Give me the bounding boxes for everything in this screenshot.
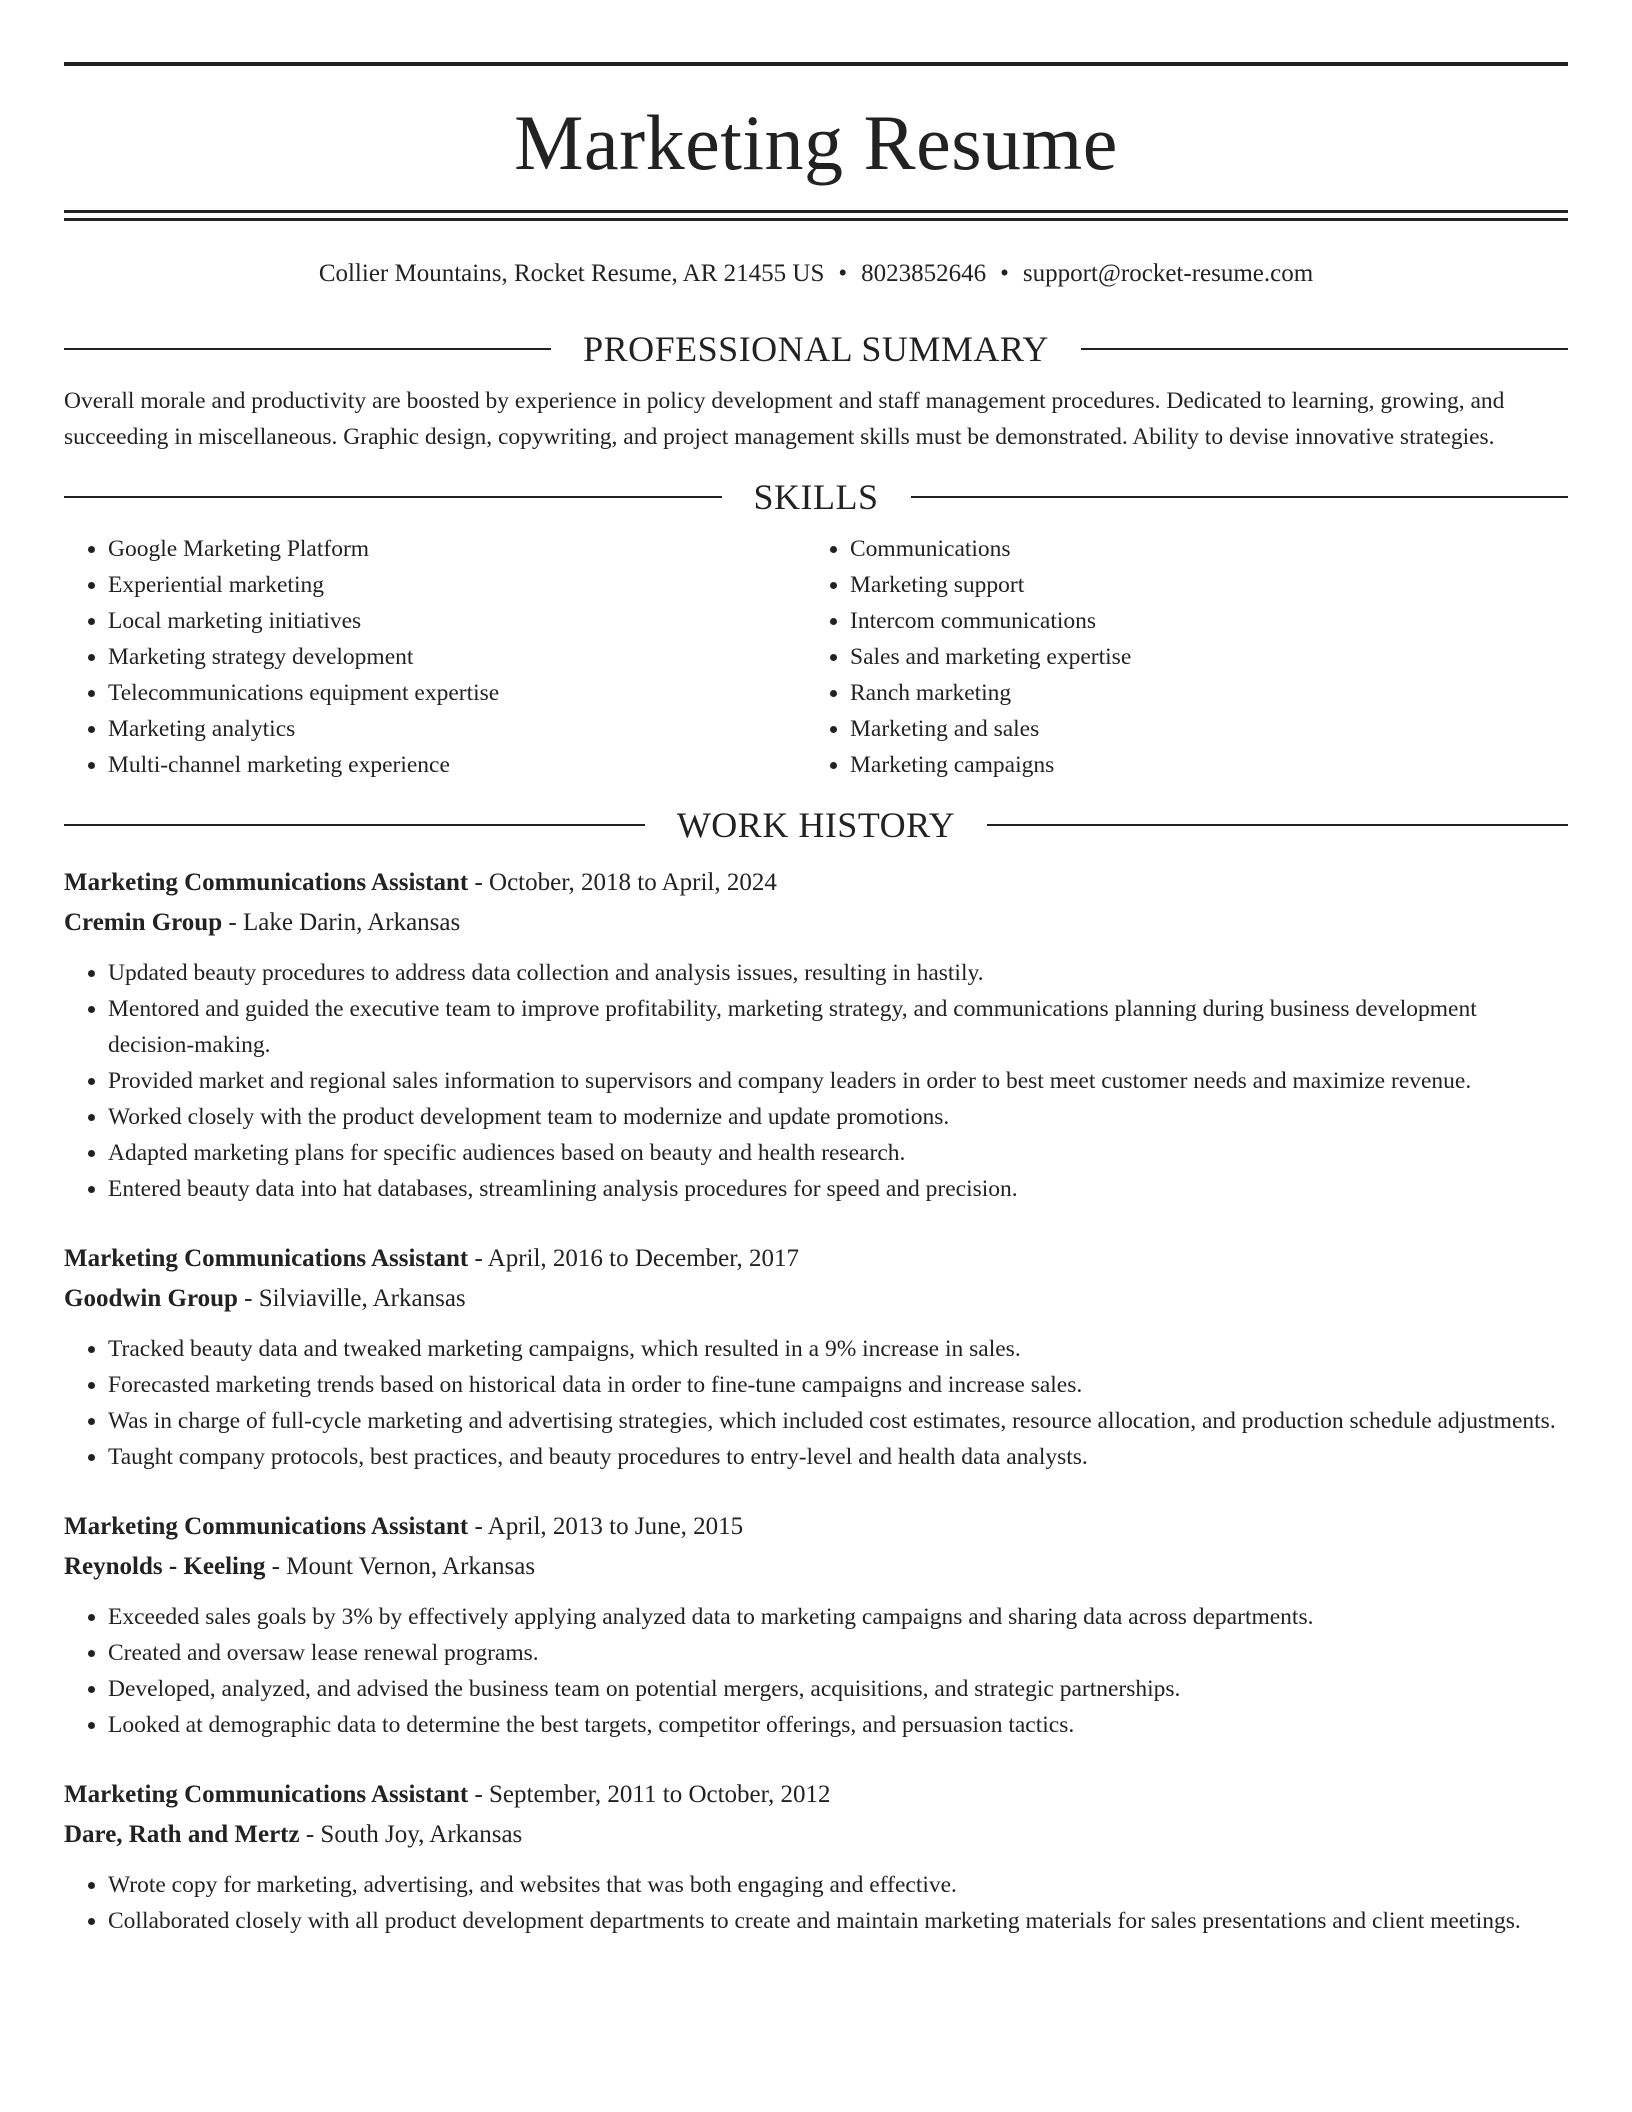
list-item: • Telecommunications equipment expertise (108, 675, 806, 711)
job-title-line (64, 863, 1568, 903)
job-bullets (64, 1867, 1568, 1939)
list-item: • Looked at demographic data to determine the best targets, competitor offerings, and persuasion tactics. (108, 1707, 1568, 1743)
job-company: Goodwin Group (64, 1285, 238, 1312)
job-entry (64, 1239, 1568, 1475)
resume-page (64, 62, 1568, 1939)
section-title: SKILLS (753, 477, 879, 517)
list-item: • Taught company protocols, best practices, and beauty procedures to entry-level and health data analysts. (108, 1439, 1568, 1475)
job-location: - Mount Vernon, Arkansas (265, 1553, 536, 1580)
list-item: • Ranch marketing (850, 675, 1548, 711)
section-title: WORK HISTORY (676, 805, 956, 845)
section-heading-summary (64, 327, 1568, 371)
contact-address: Collier Mountains, Rocket Resume, AR 21455 US (318, 260, 825, 287)
job-company-line (64, 1279, 1568, 1319)
summary-text: Overall morale and productivity are boosted by experience in policy development and staff management procedures. Dedicated to learning, growing, and succeeding in miscellaneous. Graphic design, copywriting, and project management skills must be demonstrated. Ability to devise innovative strategies. (64, 388, 1505, 450)
skills-column-right (806, 531, 1548, 783)
section-heading-work (64, 803, 1568, 847)
skills-list-left (64, 531, 806, 783)
list-item: • Created and oversaw lease renewal programs. (108, 1635, 1568, 1671)
section-title: PROFESSIONAL SUMMARY (583, 329, 1049, 369)
job-title-line (64, 1507, 1568, 1547)
job-location: - South Joy, Arkansas (299, 1821, 523, 1848)
job-dates: - April, 2013 to June, 2015 (468, 1513, 744, 1540)
job-bullets (64, 955, 1568, 1207)
job-title: Marketing Communications Assistant (64, 1513, 469, 1540)
list-item: • Marketing strategy development (108, 639, 806, 675)
resume-title: Marketing Resume (514, 99, 1118, 186)
job-company-line (64, 1547, 1568, 1587)
list-item: • Google Marketing Platform (108, 531, 806, 567)
contact-line (64, 257, 1568, 291)
job-title: Marketing Communications Assistant (64, 869, 469, 896)
top-rule (64, 62, 1568, 66)
list-item: • Was in charge of full-cycle marketing and advertising strategies, which included cost estimates, resource allocation, and production schedule adjustments. (108, 1403, 1568, 1439)
contact-email: support@rocket-resume.com (1022, 260, 1314, 287)
list-item: • Provided market and regional sales information to supervisors and company leaders in order to best meet customer needs and maximize revenue. (108, 1063, 1568, 1099)
job-dates: - April, 2016 to December, 2017 (468, 1245, 800, 1272)
job-bullets (64, 1331, 1568, 1475)
list-item: • Multi-channel marketing experience (108, 747, 806, 783)
list-item: • Entered beauty data into hat databases, streamlining analysis procedures for speed and precision. (108, 1171, 1568, 1207)
job-title: Marketing Communications Assistant (64, 1245, 469, 1272)
heading-rule (64, 348, 551, 350)
job-company-line (64, 1815, 1568, 1855)
list-item: • Marketing campaigns (850, 747, 1548, 783)
job-bullets (64, 1599, 1568, 1743)
job-company: Dare, Rath and Mertz (64, 1821, 300, 1848)
list-item: • Developed, analyzed, and advised the business team on potential mergers, acquisitions, and strategic partnerships. (108, 1671, 1568, 1707)
job-location: - Lake Darin, Arkansas (222, 909, 461, 936)
job-entry (64, 1775, 1568, 1939)
job-company: Reynolds - Keeling (64, 1553, 266, 1580)
title-double-rule (64, 210, 1568, 221)
list-item: • Mentored and guided the executive team to improve profitability, marketing strategy, and communications planning during business development decision-making. (108, 991, 1568, 1063)
work-history-list (64, 863, 1568, 1939)
heading-rule (987, 824, 1568, 826)
list-item: • Forecasted marketing trends based on historical data in order to fine-tune campaigns and increase sales. (108, 1367, 1568, 1403)
job-entry (64, 863, 1568, 1207)
job-company: Cremin Group (64, 909, 223, 936)
skills-columns (64, 531, 1568, 783)
skills-list-right (806, 531, 1548, 783)
list-item: • Exceeded sales goals by 3% by effectively applying analyzed data to marketing campaigns and sharing data across departments. (108, 1599, 1568, 1635)
list-item: • Updated beauty procedures to address data collection and analysis issues, resulting in hastily. (108, 955, 1568, 991)
skills-column-left (64, 531, 806, 783)
job-location: - Silviaville, Arkansas (237, 1285, 466, 1312)
job-dates: - September, 2011 to October, 2012 (468, 1781, 831, 1808)
job-title-line (64, 1239, 1568, 1279)
list-item: • Experiential marketing (108, 567, 806, 603)
list-item: • Wrote copy for marketing, advertising, and websites that was both engaging and effective. (108, 1867, 1568, 1903)
list-item: • Local marketing initiatives (108, 603, 806, 639)
list-item: • Collaborated closely with all product development departments to create and maintain marketing materials for sales presentations and client meetings. (108, 1903, 1568, 1939)
contact-separator: • (838, 260, 848, 287)
job-title-line (64, 1775, 1568, 1815)
job-dates: - October, 2018 to April, 2024 (468, 869, 777, 896)
list-item: • Intercom communications (850, 603, 1548, 639)
list-item: • Tracked beauty data and tweaked marketing campaigns, which resulted in a 9% increase in sales. (108, 1331, 1568, 1367)
list-item: • Sales and marketing expertise (850, 639, 1548, 675)
list-item: • Communications (850, 531, 1548, 567)
heading-rule (911, 496, 1569, 498)
heading-rule (1081, 348, 1568, 350)
section-heading-skills (64, 475, 1568, 519)
list-item: • Marketing support (850, 567, 1548, 603)
heading-rule (64, 824, 645, 826)
contact-separator: • (1000, 260, 1009, 287)
job-title: Marketing Communications Assistant (64, 1781, 469, 1808)
contact-phone: 8023852646 (861, 260, 987, 287)
job-entry (64, 1507, 1568, 1743)
job-company-line (64, 903, 1568, 943)
list-item: • Marketing analytics (108, 711, 806, 747)
heading-rule (64, 496, 722, 498)
list-item: • Worked closely with the product development team to modernize and update promotions. (108, 1099, 1568, 1135)
list-item: • Adapted marketing plans for specific audiences based on beauty and health research. (108, 1135, 1568, 1171)
list-item: • Marketing and sales (850, 711, 1548, 747)
